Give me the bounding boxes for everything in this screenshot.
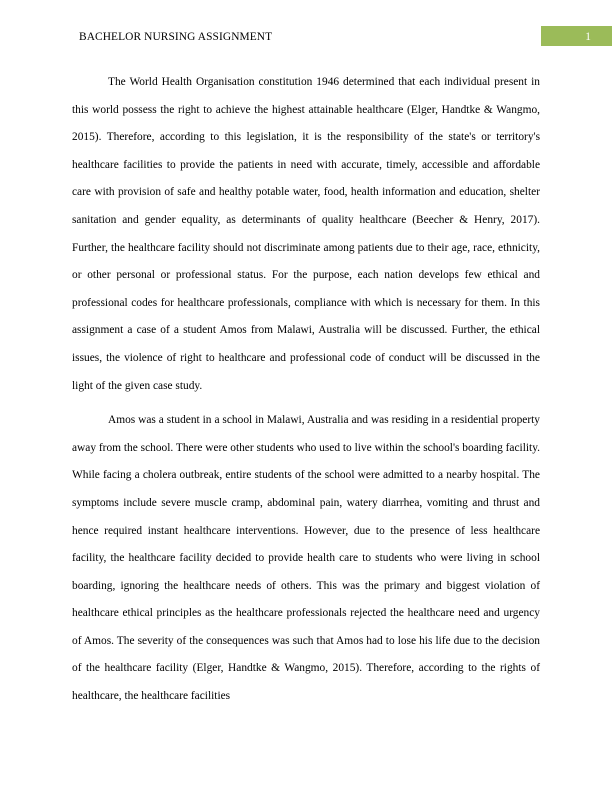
running-head: BACHELOR NURSING ASSIGNMENT <box>79 31 273 43</box>
page-number-badge <box>541 26 612 46</box>
document-body <box>72 69 540 711</box>
paragraph-case-study: Amos was a student in a school in Malawi, Australia and was residing in a residential property away from the school. There were other students who used to live within the school's boarding facility. While facing a cholera outbreak, entire students of the school were admitted to a nearby hospital. The symptoms include severe muscle cramp, abdominal pain, watery diarrhea, vomiting and thrust and hence required instant healthcare interventions. However, due to the presence of less healthcare facility, the healthcare facility decided to provide health care to students who were living in school boarding, ignoring the healthcare needs of others. This was the primary and biggest violation of healthcare ethical principles as the healthcare professionals rejected the healthcare need and urgency of Amos. The severity of the consequences was such that Amos had to lose his life due to the decision of the healthcare facility (Elger, Handtke & Wangmo, 2015). Therefore, according to the rights of healthcare, the healthcare facilities <box>72 414 541 703</box>
paragraph-intro: The World Health Organisation constitution 1946 determined that each individual present in this world possess the right to achieve the highest attainable healthcare (Elger, Handtke & Wangmo, 2015). Therefore, according to this legislation, it is the responsibility of the state's or territory's healthcare facilities to provide the patients in need with accurate, timely, accessible and affordable care with provision of safe and healthy potable water, food, health information and education, shelter sanitation and gender equality, as determinants of quality healthcare (Beecher & Henry, 2017). Further, the healthcare facility should not discriminate among patients due to their age, race, ethnicity, or other personal or professional status. For the purpose, each nation develops few ethical and professional codes for healthcare professionals, compliance with which is necessary for them. In this assignment a case of a student Amos from Malawi, Australia will be discussed. Further, the ethical issues, the violence of right to healthcare and professional code of conduct will be discussed in the light of the given case study. <box>72 76 540 392</box>
page-number: 1 <box>585 31 591 43</box>
